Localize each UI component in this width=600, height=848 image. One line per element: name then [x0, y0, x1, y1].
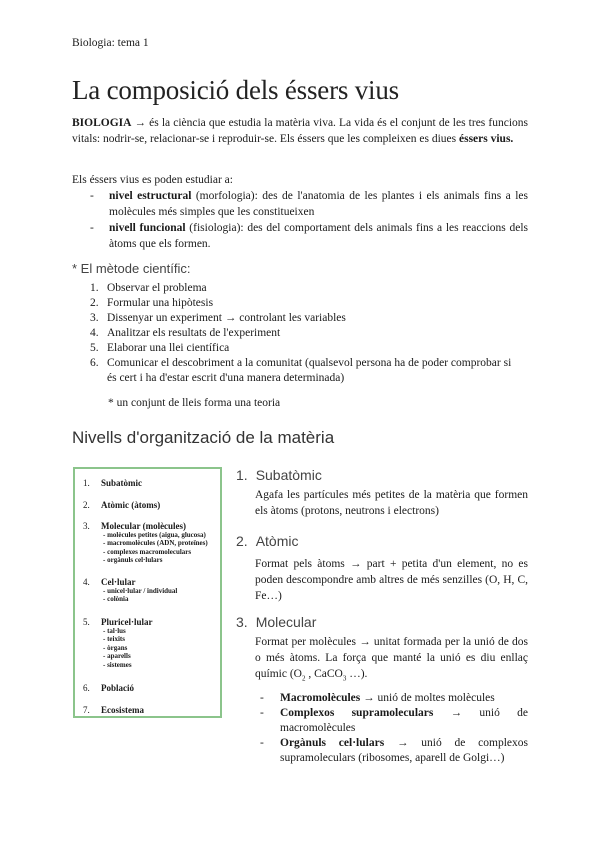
study-lead: Els éssers vius es poden estudiar a:	[72, 174, 233, 186]
level-heading: 1. Subatòmic	[236, 467, 322, 483]
study-section	[72, 172, 528, 252]
levels-heading: Nivells d'organització de la matèria	[72, 428, 335, 447]
list-item: 3. Dissenyar un experiment → controlant les variables	[90, 312, 346, 324]
list-item: - Macromolècules → unió de moltes molècules	[260, 692, 495, 704]
list-item: 1. Observar el problema	[90, 282, 207, 294]
intro-term: BIOLOGIA	[72, 117, 132, 129]
level-heading: 3. Molecular	[236, 614, 317, 630]
molecular-list	[255, 691, 528, 766]
intro-text: → és la ciència que estudia la matèria viva. La vida és el conjunt de les tres funcions vitals: nodrir-se, relacionar-se i reproduir-se. Els éssers que les compleixen es diues	[72, 117, 528, 145]
level-text: Agafa les partícules més petites de la matèria que formen els àtoms (protons, neutrons i electrons)	[255, 489, 528, 517]
study-item: - nivell funcional (fisiologia): des del comportament dels animals fins a les reaccions dels àtoms que els formen.	[90, 222, 528, 250]
level-text: Format pels àtoms → part + petita d'un element, no es poden descompondre amb altres de més senzilles (O, H, C, Fe…)	[255, 558, 528, 602]
list-item: 5. Elaborar una llei científica	[90, 342, 230, 354]
study-item: - nivel estructural (morfologia): des de l'anatomia de les plantes i els animals fins a les molècules més simples que les constitueixen	[90, 190, 528, 218]
method-heading: * El mètode científic:	[72, 261, 191, 276]
intro-paragraph	[72, 115, 528, 147]
list-item: 2. Formular una hipòtesis	[90, 297, 214, 309]
intro-term2: éssers vius.	[459, 133, 514, 145]
level-heading: 2. Atòmic	[236, 533, 299, 549]
list-item: - Orgànuls cel·lulars → unió de complexos supramoleculars (ribosomes, aparell de Golgi…)	[260, 737, 528, 764]
levels-summary-box: 1. Subatòmic 2. Atòmic (àtoms) 3. Molecular (molècules) - molècules petites (aigua, glucosa) - macromolècules (ADN, proteïnes) - complexes macromoleculars - orgànuls cel·lulars 4. Cel·lular - unicel·lular / individual - colònia 5. Pluricel·lular - tal·lus - teixits - òrgans - aparells - sistemes 6. Població 7. Ecosistema	[73, 467, 222, 718]
method-steps	[90, 281, 520, 386]
list-item: 6. Comunicar el descobriment a la comunitat (qualsevol persona ha de poder comprobar si és cert i ha d'estar escrit d'una manera determinada)	[90, 357, 512, 384]
page-header: Biologia: tema 1	[72, 37, 149, 49]
page-title: La composició dels éssers vius	[72, 75, 399, 105]
list-item: - Complexos supramoleculars → unió de macromolècules	[260, 707, 528, 734]
list-item: 4. Analitzar els resultats de l'experiment	[90, 327, 281, 339]
method-note: * un conjunt de lleis forma una teoria	[108, 397, 281, 409]
level-text: Format per molècules → unitat formada per la unió de dos o més àtoms. La força que manté la unió es diu enllaç químic ($O_2$ , CaCO$_3$ …).	[255, 636, 528, 683]
